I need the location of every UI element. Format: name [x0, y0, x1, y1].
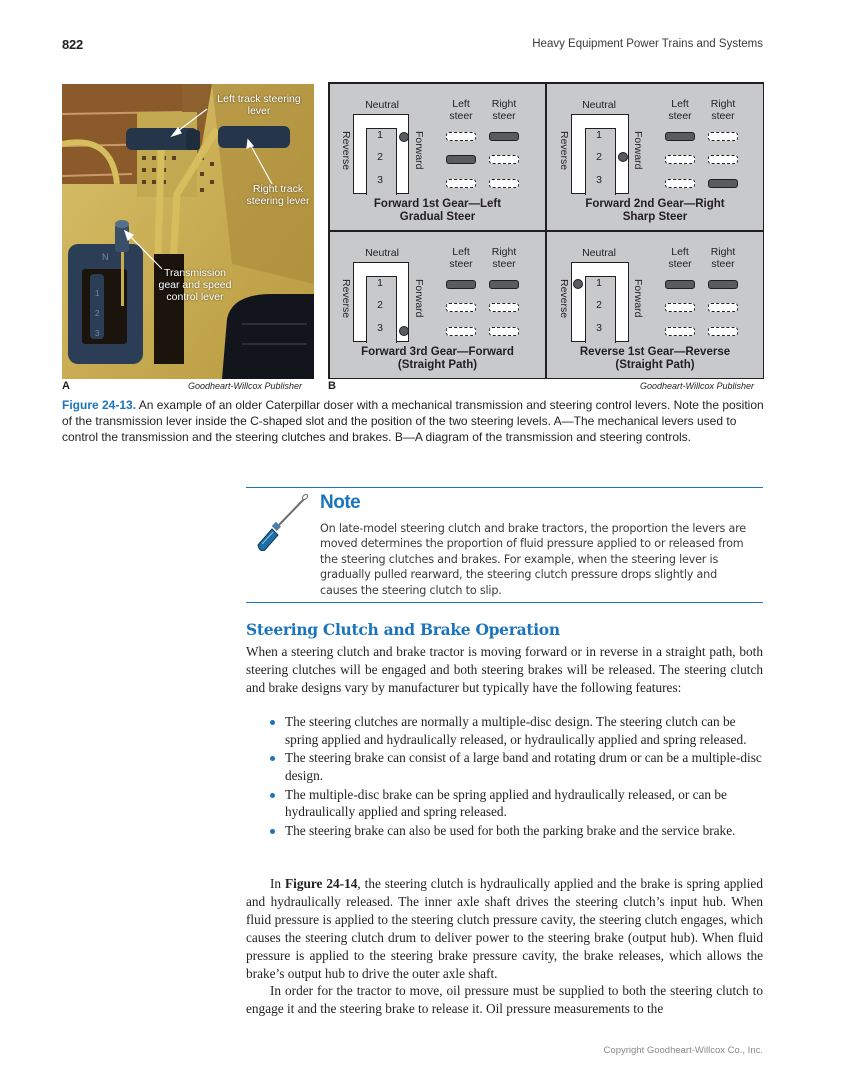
- right-steer-indicator-1: [708, 280, 738, 289]
- note-title: Note: [320, 492, 361, 513]
- left-steer-label: Left steer: [449, 246, 473, 270]
- callout-left-track-steering-lever: [204, 93, 314, 117]
- right-steer-indicator-1: [489, 280, 519, 289]
- left-steer-indicator-3: [446, 327, 476, 336]
- list-item: The multiple-disc brake can be spring applied and hydraulically released, or can be hydraulically applied and spring released.: [270, 786, 763, 822]
- neutral-label: Neutral: [365, 247, 399, 259]
- panel-letter-b: B: [328, 380, 336, 392]
- gear-2-label: 2: [377, 299, 383, 311]
- neutral-label: Neutral: [582, 247, 616, 259]
- left-steer-indicator-2: [665, 303, 695, 312]
- intro-paragraph: When a steering clutch and brake tractor is moving forward or in reverse in a straight path, both steering clutches will be engaged and both steering brakes will be released. The steering clutch and brake designs vary by manufacturer but typically have the following features:: [246, 644, 763, 695]
- left-steer-indicator-1: [665, 280, 695, 289]
- list-item: The steering brake can also be used for both the parking brake and the service brake.: [270, 822, 763, 840]
- photo-illustration: [62, 84, 314, 379]
- photo-credit-b: Goodheart-Willcox Publisher: [640, 381, 754, 391]
- section-heading: Steering Clutch and Brake Operation: [246, 620, 560, 639]
- left-steer-indicator-1: [665, 132, 695, 141]
- photo-credit-a: Goodheart-Willcox Publisher: [188, 381, 302, 391]
- list-item: The steering brake can consist of a large band and rotating drum or can be a multiple-disc design.: [270, 749, 763, 785]
- left-steer-indicator-2: [446, 303, 476, 312]
- screwdriver-icon: [255, 493, 310, 551]
- callout-transmission-lever: [150, 267, 240, 303]
- left-steer-indicator-2: [446, 155, 476, 164]
- left-steer-label: Left steer: [449, 98, 473, 122]
- left-steer-indicator-3: [446, 179, 476, 188]
- right-steer-indicator-2: [489, 155, 519, 164]
- right-steer-indicator-1: [708, 132, 738, 141]
- diagram-cell-forward-2nd-right-sharp: [547, 84, 763, 230]
- right-steer-indicator-3: [489, 327, 519, 336]
- right-steer-indicator-2: [708, 303, 738, 312]
- right-steer-indicator-3: [708, 327, 738, 336]
- running-head: Heavy Equipment Power Trains and Systems: [532, 38, 763, 50]
- cell-caption: Forward 2nd Gear—Right Sharp Steer: [585, 198, 725, 223]
- forward-label: Forward: [413, 279, 425, 318]
- svg-text:1: 1: [95, 289, 100, 298]
- cell-caption: Forward 1st Gear—Left Gradual Steer: [373, 198, 502, 223]
- right-steer-indicator-3: [489, 179, 519, 188]
- feature-list: [270, 713, 763, 840]
- right-steer-indicator-2: [708, 155, 738, 164]
- callout-line: Right track: [252, 183, 304, 195]
- cell-caption: Reverse 1st Gear—Reverse (Straight Path): [579, 346, 731, 371]
- paragraph-text: , the steering clutch is hydraulically applied and the brake is spring applied and hydraulically released. The inner axle shaft drives the steering clutch’s input hub. When fluid pressure is applied to the steering clutch pressure cavity, the steering clutch engages, which causes the steering clutch drum to deliver power to the steering brake (output hub). When fluid pressure is applied to the steering brake pressure cavity, the brake releases, which allows the brake’s output hub to drive the outer axle shaft.: [246, 876, 763, 981]
- panel-letter-a: A: [62, 380, 70, 392]
- left-steer-indicator-2: [665, 155, 695, 164]
- callout-line: Transmission: [163, 267, 227, 279]
- callout-line: gear and speed: [158, 279, 232, 291]
- gear-3-label: 3: [377, 174, 383, 186]
- callout-line: Left track steering: [217, 93, 301, 105]
- neutral-label: Neutral: [582, 99, 616, 111]
- paragraph-text: In: [270, 876, 285, 891]
- gear-1-label: 1: [596, 277, 602, 289]
- diagram-cell-reverse-1st-straight: [547, 232, 763, 378]
- gear-3-label: 3: [377, 322, 383, 334]
- gear-2-label: 2: [377, 151, 383, 163]
- gear-steer-diagram: [328, 82, 764, 379]
- left-steer-indicator-3: [665, 327, 695, 336]
- gear-1-label: 1: [596, 129, 602, 141]
- left-steer-label: Left steer: [668, 246, 692, 270]
- paragraph-oil-pressure: In order for the tractor to move, oil pressure must be supplied to both the steering clutch to engage it and the steering brake to release it. Oil pressure measurements to the: [246, 983, 763, 1016]
- right-steer-indicator-2: [489, 303, 519, 312]
- list-item: The steering clutches are normally a multiple-disc design. The steering clutch can be spring applied and hydraulically released, or hydraulically applied and spring released.: [270, 713, 763, 749]
- left-steer-indicator-1: [446, 280, 476, 289]
- left-steer-indicator-3: [665, 179, 695, 188]
- svg-text:3: 3: [95, 329, 100, 338]
- right-steer-label: Right steer: [710, 246, 736, 270]
- diagram-cell-forward-3rd-straight: [330, 232, 545, 378]
- gear-1-label: 1: [377, 129, 383, 141]
- copyright-notice: Copyright Goodheart-Willcox Co., Inc.: [603, 1045, 763, 1056]
- right-steer-label: Right steer: [491, 246, 517, 270]
- shift-lever-knob: [399, 326, 409, 336]
- figure-caption: [62, 397, 767, 445]
- right-steer-label: Right steer: [491, 98, 517, 122]
- forward-label: Forward: [413, 131, 425, 170]
- callout-line: control lever: [166, 291, 224, 303]
- right-steer-indicator-3: [708, 179, 738, 188]
- reverse-label: Reverse: [558, 131, 570, 171]
- gear-2-label: 2: [596, 151, 602, 163]
- shift-lever-knob: [399, 132, 409, 142]
- left-steer-label: Left steer: [668, 98, 692, 122]
- reverse-label: Reverse: [340, 131, 352, 171]
- callout-line: lever: [247, 105, 271, 117]
- note-bottom-rule: [246, 602, 763, 603]
- svg-text:N: N: [102, 252, 109, 262]
- forward-label: Forward: [632, 131, 644, 170]
- page-number: 822: [62, 37, 84, 52]
- paragraph-figure-24-14: [246, 875, 763, 982]
- shift-lever-knob: [573, 279, 583, 289]
- figure-caption-text: An example of an older Caterpillar doser with a mechanical transmission and steering control levers. Note the position of the transmission lever inside the C-shaped slot and the position of the two steering levels. A—The mechanical levers used to control the transmission and the steering clutches and brakes. B—A diagram of the transmission and steering controls.: [62, 398, 764, 444]
- reverse-label: Reverse: [558, 279, 570, 319]
- left-steer-indicator-1: [446, 132, 476, 141]
- gear-3-label: 3: [596, 174, 602, 186]
- gear-3-label: 3: [596, 322, 602, 334]
- cell-caption: Forward 3rd Gear—Forward (Straight Path): [361, 346, 514, 371]
- note-top-rule: [246, 487, 763, 488]
- neutral-label: Neutral: [365, 99, 399, 111]
- right-steer-indicator-1: [489, 132, 519, 141]
- shift-lever-knob: [618, 152, 628, 162]
- right-steer-label: Right steer: [710, 98, 736, 122]
- callout-right-track-steering-lever: [238, 183, 314, 207]
- gear-1-label: 1: [377, 277, 383, 289]
- callout-line: steering lever: [246, 195, 310, 207]
- note-body: On late-model steering clutch and brake tractors, the proportion the levers are moved determines the proportion of fluid pressure applied to or released from the steering clutches and brakes. For example, when the steering lever is gradually pulled rearward, the steering clutch pressure drops slightly and causes the steering clutch to slip.: [320, 522, 746, 597]
- svg-text:2: 2: [95, 309, 100, 318]
- reverse-label: Reverse: [340, 279, 352, 319]
- gear-2-label: 2: [596, 299, 602, 311]
- forward-label: Forward: [632, 279, 644, 318]
- diagram-cell-forward-1st-left-gradual: [330, 84, 545, 230]
- figure-reference: Figure 24-14: [285, 876, 358, 891]
- figure-number: Figure 24-13.: [62, 398, 137, 412]
- figure-photo-dozer-levers: [62, 84, 314, 379]
